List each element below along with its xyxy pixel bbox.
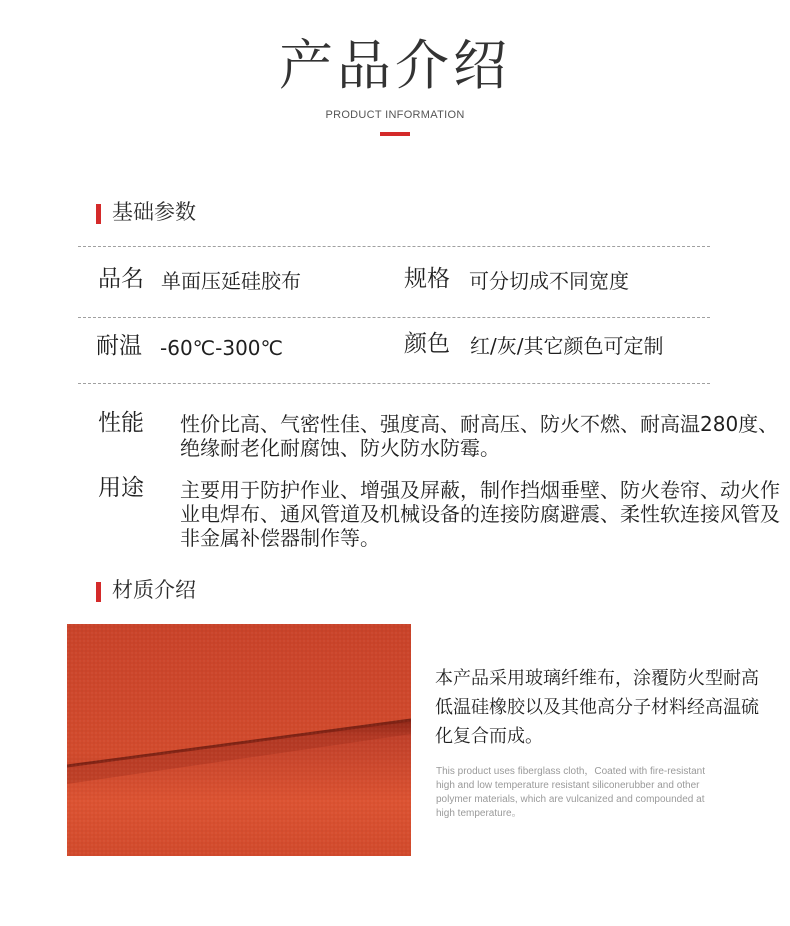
spec-value-size: 可分切成不同宽度	[469, 269, 629, 293]
spec-label-temperature: 耐温	[96, 333, 142, 359]
spec-value-name: 单面压延硅胶布	[161, 269, 301, 293]
title-accent-bar	[380, 132, 410, 136]
spec-label-color: 颜色	[404, 331, 450, 357]
section-marker-basic	[96, 204, 101, 224]
divider-line	[78, 317, 710, 318]
page-subtitle: PRODUCT INFORMATION	[325, 109, 465, 121]
material-description-en: This product uses fiberglass cloth，Coated with fire-resistant high and low temperature resistant siliconerubber and other polymer materials, which are vulcanized and compounded at high temperature。	[436, 766, 706, 819]
material-description-cn: 本产品采用玻璃纤维布，涂覆防火型耐高低温硅橡胶以及其他高分子材料经高温硫化复合而成。	[435, 668, 759, 747]
section-title-material: 材质介绍	[112, 578, 196, 602]
spec-label-size: 规格	[404, 266, 450, 292]
spec-value-temperature: -60℃-300℃	[160, 336, 283, 360]
page-title: 产品介绍	[279, 34, 511, 97]
spec-label-name: 品名	[98, 266, 144, 292]
section-marker-material	[96, 582, 101, 602]
section-title-basic: 基础参数	[112, 200, 196, 224]
material-photo	[67, 624, 411, 856]
divider-line	[78, 246, 710, 247]
divider-line	[78, 383, 710, 384]
usage-text: 主要用于防护作业、增强及屏蔽，制作挡烟垂壁、防火卷帘、动火作业电焊布、通风管道及机械设备的连接防腐避震、柔性软连接风管及非金属补偿器制作等。	[180, 478, 780, 550]
performance-text: 性价比高、气密性佳、强度高、耐高压、防火不燃、耐高温280度、绝缘耐老化耐腐蚀、防火防水防霉。	[180, 412, 779, 460]
usage-label: 用途	[98, 475, 144, 501]
spec-value-color: 红/灰/其它颜色可定制	[470, 334, 664, 358]
performance-label: 性能	[98, 410, 144, 436]
